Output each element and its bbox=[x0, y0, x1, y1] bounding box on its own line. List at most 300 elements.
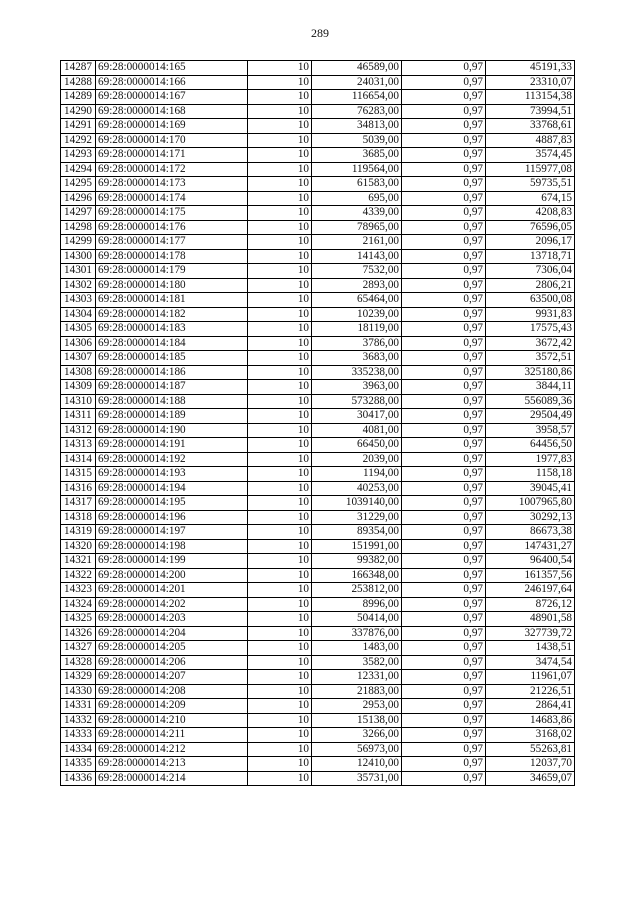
table-row bbox=[61, 177, 575, 192]
table-row bbox=[61, 699, 575, 714]
cadastral-number-cell: 69:28:0000014:208 bbox=[96, 684, 248, 699]
result-value-cell: 14683,86 bbox=[486, 713, 575, 728]
cadastral-value-cell: 337876,00 bbox=[312, 626, 402, 641]
cadastral-value-cell: 15138,00 bbox=[312, 713, 402, 728]
rate-cell: 10 bbox=[248, 322, 312, 337]
result-value-cell: 33768,61 bbox=[486, 119, 575, 134]
result-value-cell: 96400,54 bbox=[486, 554, 575, 569]
table-row bbox=[61, 655, 575, 670]
coefficient-cell: 0,97 bbox=[402, 554, 486, 569]
rate-cell: 10 bbox=[248, 220, 312, 235]
row-number-cell: 14310 bbox=[61, 394, 96, 409]
cadastral-value-table bbox=[60, 60, 575, 786]
rate-cell: 10 bbox=[248, 423, 312, 438]
row-number-cell: 14327 bbox=[61, 641, 96, 656]
rate-cell: 10 bbox=[248, 641, 312, 656]
cadastral-number-cell: 69:28:0000014:166 bbox=[96, 75, 248, 90]
cadastral-number-cell: 69:28:0000014:167 bbox=[96, 90, 248, 105]
cadastral-value-cell: 3266,00 bbox=[312, 728, 402, 743]
result-value-cell: 3958,57 bbox=[486, 423, 575, 438]
coefficient-cell: 0,97 bbox=[402, 336, 486, 351]
result-value-cell: 327739,72 bbox=[486, 626, 575, 641]
cadastral-value-cell: 35731,00 bbox=[312, 771, 402, 786]
rate-cell: 10 bbox=[248, 525, 312, 540]
result-value-cell: 29504,49 bbox=[486, 409, 575, 424]
row-number-cell: 14295 bbox=[61, 177, 96, 192]
cadastral-number-cell: 69:28:0000014:194 bbox=[96, 481, 248, 496]
cadastral-number-cell: 69:28:0000014:171 bbox=[96, 148, 248, 163]
result-value-cell: 8726,12 bbox=[486, 597, 575, 612]
result-value-cell: 556089,36 bbox=[486, 394, 575, 409]
result-value-cell: 1977,83 bbox=[486, 452, 575, 467]
cadastral-number-cell: 69:28:0000014:204 bbox=[96, 626, 248, 641]
result-value-cell: 48901,58 bbox=[486, 612, 575, 627]
coefficient-cell: 0,97 bbox=[402, 771, 486, 786]
result-value-cell: 113154,38 bbox=[486, 90, 575, 105]
coefficient-cell: 0,97 bbox=[402, 90, 486, 105]
rate-cell: 10 bbox=[248, 583, 312, 598]
rate-cell: 10 bbox=[248, 249, 312, 264]
result-value-cell: 246197,64 bbox=[486, 583, 575, 598]
row-number-cell: 14309 bbox=[61, 380, 96, 395]
coefficient-cell: 0,97 bbox=[402, 539, 486, 554]
coefficient-cell: 0,97 bbox=[402, 452, 486, 467]
cadastral-value-cell: 335238,00 bbox=[312, 365, 402, 380]
table-row bbox=[61, 148, 575, 163]
rate-cell: 10 bbox=[248, 597, 312, 612]
page-number: 289 bbox=[311, 26, 329, 40]
table-row bbox=[61, 713, 575, 728]
cadastral-number-cell: 69:28:0000014:199 bbox=[96, 554, 248, 569]
row-number-cell: 14325 bbox=[61, 612, 96, 627]
cadastral-number-cell: 69:28:0000014:200 bbox=[96, 568, 248, 583]
coefficient-cell: 0,97 bbox=[402, 612, 486, 627]
cadastral-value-cell: 2161,00 bbox=[312, 235, 402, 250]
table-row bbox=[61, 438, 575, 453]
table-row bbox=[61, 742, 575, 757]
cadastral-number-cell: 69:28:0000014:206 bbox=[96, 655, 248, 670]
coefficient-cell: 0,97 bbox=[402, 278, 486, 293]
result-value-cell: 55263,81 bbox=[486, 742, 575, 757]
coefficient-cell: 0,97 bbox=[402, 496, 486, 511]
result-value-cell: 4887,83 bbox=[486, 133, 575, 148]
result-value-cell: 45191,33 bbox=[486, 61, 575, 76]
row-number-cell: 14335 bbox=[61, 757, 96, 772]
coefficient-cell: 0,97 bbox=[402, 394, 486, 409]
coefficient-cell: 0,97 bbox=[402, 641, 486, 656]
cadastral-value-cell: 56973,00 bbox=[312, 742, 402, 757]
row-number-cell: 14332 bbox=[61, 713, 96, 728]
coefficient-cell: 0,97 bbox=[402, 699, 486, 714]
cadastral-number-cell: 69:28:0000014:203 bbox=[96, 612, 248, 627]
cadastral-value-cell: 24031,00 bbox=[312, 75, 402, 90]
cadastral-value-cell: 76283,00 bbox=[312, 104, 402, 119]
cadastral-number-cell: 69:28:0000014:212 bbox=[96, 742, 248, 757]
rate-cell: 10 bbox=[248, 684, 312, 699]
result-value-cell: 325180,86 bbox=[486, 365, 575, 380]
cadastral-value-cell: 8996,00 bbox=[312, 597, 402, 612]
rate-cell: 10 bbox=[248, 612, 312, 627]
rate-cell: 10 bbox=[248, 351, 312, 366]
cadastral-number-cell: 69:28:0000014:186 bbox=[96, 365, 248, 380]
cadastral-value-cell: 18119,00 bbox=[312, 322, 402, 337]
row-number-cell: 14334 bbox=[61, 742, 96, 757]
table-row bbox=[61, 641, 575, 656]
table-row bbox=[61, 525, 575, 540]
result-value-cell: 7306,04 bbox=[486, 264, 575, 279]
table-row bbox=[61, 336, 575, 351]
table-row bbox=[61, 394, 575, 409]
result-value-cell: 63500,08 bbox=[486, 293, 575, 308]
table-row bbox=[61, 75, 575, 90]
table-row bbox=[61, 452, 575, 467]
row-number-cell: 14305 bbox=[61, 322, 96, 337]
rate-cell: 10 bbox=[248, 148, 312, 163]
rate-cell: 10 bbox=[248, 409, 312, 424]
row-number-cell: 14321 bbox=[61, 554, 96, 569]
coefficient-cell: 0,97 bbox=[402, 148, 486, 163]
result-value-cell: 59735,51 bbox=[486, 177, 575, 192]
rate-cell: 10 bbox=[248, 467, 312, 482]
coefficient-cell: 0,97 bbox=[402, 177, 486, 192]
cadastral-value-cell: 573288,00 bbox=[312, 394, 402, 409]
cadastral-number-cell: 69:28:0000014:176 bbox=[96, 220, 248, 235]
row-number-cell: 14318 bbox=[61, 510, 96, 525]
result-value-cell: 674,15 bbox=[486, 191, 575, 206]
rate-cell: 10 bbox=[248, 90, 312, 105]
cadastral-number-cell: 69:28:0000014:196 bbox=[96, 510, 248, 525]
coefficient-cell: 0,97 bbox=[402, 307, 486, 322]
table-row bbox=[61, 583, 575, 598]
cadastral-value-cell: 12331,00 bbox=[312, 670, 402, 685]
coefficient-cell: 0,97 bbox=[402, 322, 486, 337]
rate-cell: 10 bbox=[248, 481, 312, 496]
cadastral-value-cell: 166348,00 bbox=[312, 568, 402, 583]
rate-cell: 10 bbox=[248, 452, 312, 467]
coefficient-cell: 0,97 bbox=[402, 409, 486, 424]
rate-cell: 10 bbox=[248, 177, 312, 192]
coefficient-cell: 0,97 bbox=[402, 467, 486, 482]
row-number-cell: 14299 bbox=[61, 235, 96, 250]
row-number-cell: 14333 bbox=[61, 728, 96, 743]
row-number-cell: 14302 bbox=[61, 278, 96, 293]
rate-cell: 10 bbox=[248, 771, 312, 786]
cadastral-value-cell: 14143,00 bbox=[312, 249, 402, 264]
cadastral-number-cell: 69:28:0000014:178 bbox=[96, 249, 248, 264]
result-value-cell: 30292,13 bbox=[486, 510, 575, 525]
cadastral-value-cell: 31229,00 bbox=[312, 510, 402, 525]
cadastral-value-cell: 78965,00 bbox=[312, 220, 402, 235]
table-row bbox=[61, 119, 575, 134]
row-number-cell: 14324 bbox=[61, 597, 96, 612]
row-number-cell: 14336 bbox=[61, 771, 96, 786]
cadastral-value-cell: 65464,00 bbox=[312, 293, 402, 308]
coefficient-cell: 0,97 bbox=[402, 351, 486, 366]
rate-cell: 10 bbox=[248, 191, 312, 206]
rate-cell: 10 bbox=[248, 626, 312, 641]
cadastral-number-cell: 69:28:0000014:207 bbox=[96, 670, 248, 685]
coefficient-cell: 0,97 bbox=[402, 713, 486, 728]
table-body bbox=[61, 61, 575, 786]
rate-cell: 10 bbox=[248, 554, 312, 569]
rate-cell: 10 bbox=[248, 278, 312, 293]
row-number-cell: 14306 bbox=[61, 336, 96, 351]
cadastral-number-cell: 69:28:0000014:172 bbox=[96, 162, 248, 177]
rate-cell: 10 bbox=[248, 365, 312, 380]
table-row bbox=[61, 278, 575, 293]
result-value-cell: 21226,51 bbox=[486, 684, 575, 699]
table-row bbox=[61, 380, 575, 395]
table-row bbox=[61, 409, 575, 424]
coefficient-cell: 0,97 bbox=[402, 162, 486, 177]
table-row bbox=[61, 510, 575, 525]
result-value-cell: 115977,08 bbox=[486, 162, 575, 177]
rate-cell: 10 bbox=[248, 307, 312, 322]
row-number-cell: 14307 bbox=[61, 351, 96, 366]
coefficient-cell: 0,97 bbox=[402, 235, 486, 250]
coefficient-cell: 0,97 bbox=[402, 264, 486, 279]
row-number-cell: 14304 bbox=[61, 307, 96, 322]
row-number-cell: 14293 bbox=[61, 148, 96, 163]
rate-cell: 10 bbox=[248, 293, 312, 308]
cadastral-value-cell: 5039,00 bbox=[312, 133, 402, 148]
rate-cell: 10 bbox=[248, 133, 312, 148]
cadastral-number-cell: 69:28:0000014:175 bbox=[96, 206, 248, 221]
coefficient-cell: 0,97 bbox=[402, 597, 486, 612]
cadastral-value-cell: 99382,00 bbox=[312, 554, 402, 569]
table-row bbox=[61, 235, 575, 250]
cadastral-value-cell: 2893,00 bbox=[312, 278, 402, 293]
cadastral-value-cell: 30417,00 bbox=[312, 409, 402, 424]
coefficient-cell: 0,97 bbox=[402, 481, 486, 496]
row-number-cell: 14303 bbox=[61, 293, 96, 308]
table-row bbox=[61, 597, 575, 612]
table-row bbox=[61, 481, 575, 496]
result-value-cell: 9931,83 bbox=[486, 307, 575, 322]
result-value-cell: 3574,45 bbox=[486, 148, 575, 163]
row-number-cell: 14297 bbox=[61, 206, 96, 221]
coefficient-cell: 0,97 bbox=[402, 293, 486, 308]
coefficient-cell: 0,97 bbox=[402, 626, 486, 641]
cadastral-number-cell: 69:28:0000014:195 bbox=[96, 496, 248, 511]
row-number-cell: 14326 bbox=[61, 626, 96, 641]
row-number-cell: 14287 bbox=[61, 61, 96, 76]
rate-cell: 10 bbox=[248, 104, 312, 119]
row-number-cell: 14320 bbox=[61, 539, 96, 554]
cadastral-number-cell: 69:28:0000014:188 bbox=[96, 394, 248, 409]
rate-cell: 10 bbox=[248, 162, 312, 177]
cadastral-value-cell: 46589,00 bbox=[312, 61, 402, 76]
cadastral-value-cell: 151991,00 bbox=[312, 539, 402, 554]
table-row bbox=[61, 684, 575, 699]
cadastral-value-cell: 2039,00 bbox=[312, 452, 402, 467]
result-value-cell: 4208,83 bbox=[486, 206, 575, 221]
row-number-cell: 14296 bbox=[61, 191, 96, 206]
table-row bbox=[61, 351, 575, 366]
row-number-cell: 14331 bbox=[61, 699, 96, 714]
cadastral-number-cell: 69:28:0000014:214 bbox=[96, 771, 248, 786]
cadastral-number-cell: 69:28:0000014:209 bbox=[96, 699, 248, 714]
coefficient-cell: 0,97 bbox=[402, 380, 486, 395]
result-value-cell: 2864,41 bbox=[486, 699, 575, 714]
coefficient-cell: 0,97 bbox=[402, 684, 486, 699]
coefficient-cell: 0,97 bbox=[402, 568, 486, 583]
row-number-cell: 14294 bbox=[61, 162, 96, 177]
cadastral-value-cell: 253812,00 bbox=[312, 583, 402, 598]
cadastral-number-cell: 69:28:0000014:192 bbox=[96, 452, 248, 467]
result-value-cell: 1438,51 bbox=[486, 641, 575, 656]
coefficient-cell: 0,97 bbox=[402, 655, 486, 670]
cadastral-value-cell: 21883,00 bbox=[312, 684, 402, 699]
rate-cell: 10 bbox=[248, 670, 312, 685]
coefficient-cell: 0,97 bbox=[402, 191, 486, 206]
coefficient-cell: 0,97 bbox=[402, 742, 486, 757]
cadastral-value-cell: 3582,00 bbox=[312, 655, 402, 670]
cadastral-number-cell: 69:28:0000014:210 bbox=[96, 713, 248, 728]
rate-cell: 10 bbox=[248, 699, 312, 714]
table-row bbox=[61, 423, 575, 438]
cadastral-value-cell: 40253,00 bbox=[312, 481, 402, 496]
cadastral-value-cell: 1194,00 bbox=[312, 467, 402, 482]
table-row bbox=[61, 554, 575, 569]
cadastral-number-cell: 69:28:0000014:201 bbox=[96, 583, 248, 598]
table-row bbox=[61, 771, 575, 786]
rate-cell: 10 bbox=[248, 510, 312, 525]
table-row bbox=[61, 293, 575, 308]
cadastral-number-cell: 69:28:0000014:190 bbox=[96, 423, 248, 438]
cadastral-value-cell: 12410,00 bbox=[312, 757, 402, 772]
result-value-cell: 1158,18 bbox=[486, 467, 575, 482]
coefficient-cell: 0,97 bbox=[402, 249, 486, 264]
cadastral-value-cell: 50414,00 bbox=[312, 612, 402, 627]
cadastral-number-cell: 69:28:0000014:202 bbox=[96, 597, 248, 612]
rate-cell: 10 bbox=[248, 742, 312, 757]
cadastral-number-cell: 69:28:0000014:180 bbox=[96, 278, 248, 293]
cadastral-number-cell: 69:28:0000014:169 bbox=[96, 119, 248, 134]
table-row bbox=[61, 220, 575, 235]
rate-cell: 10 bbox=[248, 713, 312, 728]
cadastral-number-cell: 69:28:0000014:177 bbox=[96, 235, 248, 250]
table-row bbox=[61, 61, 575, 76]
rate-cell: 10 bbox=[248, 235, 312, 250]
rate-cell: 10 bbox=[248, 728, 312, 743]
table-row bbox=[61, 496, 575, 511]
rate-cell: 10 bbox=[248, 438, 312, 453]
row-number-cell: 14319 bbox=[61, 525, 96, 540]
result-value-cell: 39045,41 bbox=[486, 481, 575, 496]
table-row bbox=[61, 612, 575, 627]
row-number-cell: 14292 bbox=[61, 133, 96, 148]
rate-cell: 10 bbox=[248, 206, 312, 221]
coefficient-cell: 0,97 bbox=[402, 525, 486, 540]
rate-cell: 10 bbox=[248, 539, 312, 554]
cadastral-value-cell: 1483,00 bbox=[312, 641, 402, 656]
row-number-cell: 14308 bbox=[61, 365, 96, 380]
coefficient-cell: 0,97 bbox=[402, 728, 486, 743]
cadastral-value-cell: 89354,00 bbox=[312, 525, 402, 540]
table-row bbox=[61, 264, 575, 279]
result-value-cell: 64456,50 bbox=[486, 438, 575, 453]
row-number-cell: 14311 bbox=[61, 409, 96, 424]
cadastral-number-cell: 69:28:0000014:189 bbox=[96, 409, 248, 424]
result-value-cell: 3168,02 bbox=[486, 728, 575, 743]
coefficient-cell: 0,97 bbox=[402, 583, 486, 598]
result-value-cell: 17575,43 bbox=[486, 322, 575, 337]
row-number-cell: 14289 bbox=[61, 90, 96, 105]
table-row bbox=[61, 249, 575, 264]
cadastral-value-cell: 1039140,00 bbox=[312, 496, 402, 511]
row-number-cell: 14317 bbox=[61, 496, 96, 511]
result-value-cell: 86673,38 bbox=[486, 525, 575, 540]
result-value-cell: 23310,07 bbox=[486, 75, 575, 90]
row-number-cell: 14315 bbox=[61, 467, 96, 482]
table-row bbox=[61, 670, 575, 685]
rate-cell: 10 bbox=[248, 264, 312, 279]
cadastral-value-cell: 10239,00 bbox=[312, 307, 402, 322]
cadastral-number-cell: 69:28:0000014:184 bbox=[96, 336, 248, 351]
result-value-cell: 2096,17 bbox=[486, 235, 575, 250]
cadastral-number-cell: 69:28:0000014:197 bbox=[96, 525, 248, 540]
cadastral-number-cell: 69:28:0000014:187 bbox=[96, 380, 248, 395]
row-number-cell: 14323 bbox=[61, 583, 96, 598]
row-number-cell: 14300 bbox=[61, 249, 96, 264]
cadastral-number-cell: 69:28:0000014:193 bbox=[96, 467, 248, 482]
result-value-cell: 3572,51 bbox=[486, 351, 575, 366]
result-value-cell: 11961,07 bbox=[486, 670, 575, 685]
coefficient-cell: 0,97 bbox=[402, 220, 486, 235]
coefficient-cell: 0,97 bbox=[402, 670, 486, 685]
cadastral-value-cell: 66450,00 bbox=[312, 438, 402, 453]
rate-cell: 10 bbox=[248, 568, 312, 583]
cadastral-number-cell: 69:28:0000014:170 bbox=[96, 133, 248, 148]
cadastral-number-cell: 69:28:0000014:182 bbox=[96, 307, 248, 322]
cadastral-value-cell: 119564,00 bbox=[312, 162, 402, 177]
table-row bbox=[61, 104, 575, 119]
table-row bbox=[61, 322, 575, 337]
cadastral-number-cell: 69:28:0000014:205 bbox=[96, 641, 248, 656]
result-value-cell: 161357,56 bbox=[486, 568, 575, 583]
row-number-cell: 14290 bbox=[61, 104, 96, 119]
table-row bbox=[61, 365, 575, 380]
cadastral-number-cell: 69:28:0000014:179 bbox=[96, 264, 248, 279]
rate-cell: 10 bbox=[248, 380, 312, 395]
table-row bbox=[61, 133, 575, 148]
rate-cell: 10 bbox=[248, 655, 312, 670]
row-number-cell: 14291 bbox=[61, 119, 96, 134]
cadastral-number-cell: 69:28:0000014:198 bbox=[96, 539, 248, 554]
result-value-cell: 34659,07 bbox=[486, 771, 575, 786]
row-number-cell: 14301 bbox=[61, 264, 96, 279]
row-number-cell: 14330 bbox=[61, 684, 96, 699]
result-value-cell: 76596,05 bbox=[486, 220, 575, 235]
cadastral-value-cell: 34813,00 bbox=[312, 119, 402, 134]
coefficient-cell: 0,97 bbox=[402, 365, 486, 380]
table-row bbox=[61, 90, 575, 105]
rate-cell: 10 bbox=[248, 119, 312, 134]
rate-cell: 10 bbox=[248, 75, 312, 90]
cadastral-value-cell: 7532,00 bbox=[312, 264, 402, 279]
cadastral-value-cell: 116654,00 bbox=[312, 90, 402, 105]
result-value-cell: 13718,71 bbox=[486, 249, 575, 264]
row-number-cell: 14316 bbox=[61, 481, 96, 496]
table-row bbox=[61, 191, 575, 206]
coefficient-cell: 0,97 bbox=[402, 438, 486, 453]
cadastral-number-cell: 69:28:0000014:168 bbox=[96, 104, 248, 119]
row-number-cell: 14288 bbox=[61, 75, 96, 90]
table-row bbox=[61, 539, 575, 554]
result-value-cell: 3844,11 bbox=[486, 380, 575, 395]
result-value-cell: 3474,54 bbox=[486, 655, 575, 670]
